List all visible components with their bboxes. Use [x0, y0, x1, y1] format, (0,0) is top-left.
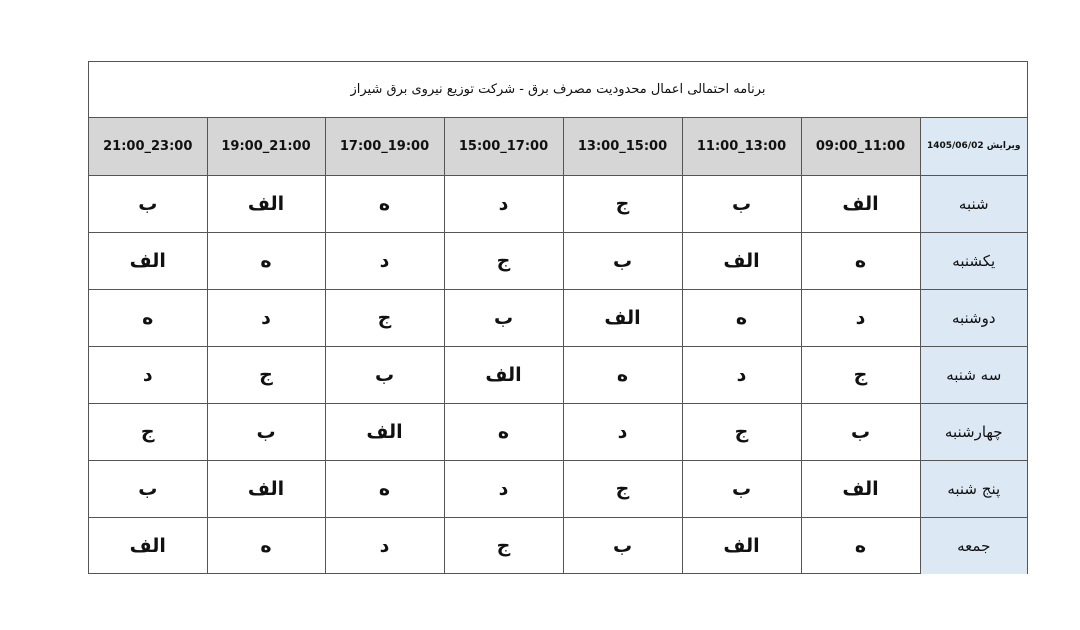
group-cell: الف — [801, 175, 920, 232]
schedule-frame — [88, 61, 1028, 574]
group-cell: ج — [89, 403, 207, 460]
day-label: جمعه — [920, 517, 1027, 574]
group-cell: د — [563, 403, 682, 460]
group-cell: ج — [563, 175, 682, 232]
group-cell: ج — [801, 346, 920, 403]
group-cell: ه — [89, 289, 207, 346]
group-cell: ه — [682, 289, 801, 346]
table-row — [89, 289, 1027, 346]
group-cell: د — [682, 346, 801, 403]
group-cell: الف — [325, 403, 444, 460]
day-label: سه شنبه — [920, 346, 1027, 403]
group-cell: ب — [682, 460, 801, 517]
group-cell: ه — [325, 460, 444, 517]
group-cell: ب — [444, 289, 563, 346]
group-cell: د — [207, 289, 325, 346]
table-row — [89, 460, 1027, 517]
group-cell: الف — [563, 289, 682, 346]
version-label: ویرایش 1405/06/02 — [920, 118, 1027, 175]
table-row — [89, 232, 1027, 289]
table-row — [89, 175, 1027, 232]
group-cell: ج — [444, 232, 563, 289]
group-cell: ه — [325, 175, 444, 232]
schedule-table — [89, 118, 1027, 574]
group-cell: ب — [89, 175, 207, 232]
day-label: یکشنبه — [920, 232, 1027, 289]
group-cell: ج — [325, 289, 444, 346]
group-cell: د — [325, 517, 444, 574]
group-cell: د — [444, 175, 563, 232]
group-cell: ج — [444, 517, 563, 574]
group-cell: الف — [801, 460, 920, 517]
group-cell: الف — [89, 232, 207, 289]
time-slot-header: 11:00_13:00 — [682, 118, 801, 175]
group-cell: ب — [563, 517, 682, 574]
time-slot-header: 21:00_23:00 — [89, 118, 207, 175]
group-cell: ب — [563, 232, 682, 289]
time-slot-header: 15:00_17:00 — [444, 118, 563, 175]
table-row — [89, 517, 1027, 574]
group-cell: د — [801, 289, 920, 346]
time-slot-header: 09:00_11:00 — [801, 118, 920, 175]
schedule-title: برنامه احتمالی اعمال محدودیت مصرف برق - شرکت توزیع نیروی برق شیراز — [89, 62, 1027, 118]
time-slot-header: 17:00_19:00 — [325, 118, 444, 175]
group-cell: د — [325, 232, 444, 289]
group-cell: ه — [207, 232, 325, 289]
day-label: چهارشنبه — [920, 403, 1027, 460]
group-cell: ه — [563, 346, 682, 403]
group-cell: ج — [563, 460, 682, 517]
table-row — [89, 403, 1027, 460]
group-cell: ج — [207, 346, 325, 403]
group-cell: ب — [682, 175, 801, 232]
group-cell: الف — [444, 346, 563, 403]
group-cell: ب — [325, 346, 444, 403]
group-cell: ه — [444, 403, 563, 460]
day-label: پنج شنبه — [920, 460, 1027, 517]
day-label: دوشنبه — [920, 289, 1027, 346]
time-slot-header: 19:00_21:00 — [207, 118, 325, 175]
group-cell: الف — [207, 460, 325, 517]
table-header-row — [89, 118, 1027, 175]
group-cell: ب — [89, 460, 207, 517]
group-cell: الف — [89, 517, 207, 574]
time-slot-header: 13:00_15:00 — [563, 118, 682, 175]
group-cell: ه — [801, 517, 920, 574]
group-cell: ه — [801, 232, 920, 289]
group-cell: ب — [801, 403, 920, 460]
group-cell: الف — [682, 517, 801, 574]
group-cell: ه — [207, 517, 325, 574]
group-cell: ج — [682, 403, 801, 460]
table-row — [89, 346, 1027, 403]
day-label: شنبه — [920, 175, 1027, 232]
group-cell: د — [89, 346, 207, 403]
group-cell: د — [444, 460, 563, 517]
group-cell: ب — [207, 403, 325, 460]
group-cell: الف — [207, 175, 325, 232]
group-cell: الف — [682, 232, 801, 289]
